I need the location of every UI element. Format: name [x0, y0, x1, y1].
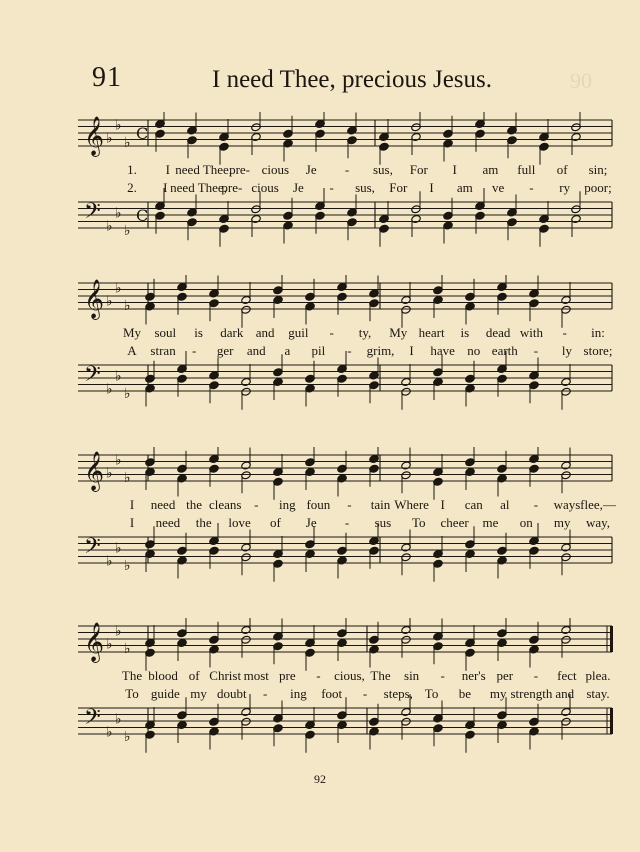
lyric-syllable: full: [517, 162, 536, 177]
lyric-syllable: am: [456, 180, 473, 195]
lyric-syllable: and: [255, 325, 275, 340]
lyric-syllable: -: [254, 497, 259, 512]
lyric-syllable: guide: [150, 686, 180, 701]
lyric-syllable: -: [344, 162, 350, 177]
music-system-2: [0, 275, 640, 445]
lyric-line-verse2: [0, 343, 640, 359]
bass-staff: [78, 694, 613, 753]
lyric-syllable: pre-: [221, 180, 243, 195]
lyric-syllable: need: [155, 515, 181, 530]
lyric-syllable: of: [188, 668, 200, 683]
flat-sign-icon: ♭: [106, 553, 113, 570]
flat-sign-icon: ♭: [115, 623, 122, 640]
lyric-syllable: I: [452, 162, 457, 177]
lyric-syllable: -: [440, 668, 445, 683]
lyric-syllable: have: [430, 343, 455, 358]
lyric-syllable: Christ: [209, 668, 242, 683]
flat-sign-icon: ♭: [115, 117, 122, 134]
flat-sign-icon: ♭: [115, 368, 122, 385]
hymn-number: 91: [92, 62, 122, 93]
lyric-syllable: -: [344, 515, 350, 530]
lyric-syllable: -: [533, 343, 539, 358]
flat-sign-icon: ♭: [115, 540, 122, 557]
lyric-syllable: cious,: [334, 668, 365, 683]
lyric-syllable: stran: [150, 343, 176, 358]
lyric-line-verse1: [0, 497, 640, 513]
lyric-syllable: foun: [306, 497, 331, 512]
lyric-syllable: heart: [418, 325, 445, 340]
treble-clef-icon: 𝄞: [84, 279, 105, 319]
lyric-syllable: foot: [321, 686, 343, 701]
lyric-syllable: flee,—: [580, 497, 616, 512]
music-system-4: [0, 618, 640, 788]
lyric-syllable: doubt: [217, 686, 247, 701]
lyric-syllable: -: [316, 668, 321, 683]
lyric-syllable: I: [409, 343, 414, 358]
flat-sign-icon: ♭: [124, 729, 131, 745]
flat-sign-icon: ♭: [106, 130, 113, 147]
lyric-syllable: To: [411, 515, 426, 530]
lyric-syllable: ry: [559, 180, 571, 195]
lyric-line-verse1: [0, 162, 640, 178]
lyric-syllable: -: [329, 180, 334, 195]
lyric-syllable: I: [440, 497, 445, 512]
lyric-syllable: The: [121, 668, 143, 683]
flat-sign-icon: ♭: [124, 558, 131, 574]
lyric-syllable: For: [389, 180, 408, 195]
lyric-syllable: To: [125, 686, 139, 701]
lyric-syllable: cheer: [440, 515, 469, 530]
lyric-syllable: fect: [557, 668, 577, 683]
lyric-syllable: cious: [251, 180, 279, 195]
lyric-syllable: -: [533, 668, 539, 683]
treble-clef-icon: 𝄞: [84, 622, 105, 662]
lyric-syllable: -: [347, 343, 352, 358]
lyric-syllable: 2.: [127, 180, 137, 195]
lyric-syllable: with: [519, 325, 543, 340]
flat-sign-icon: ♭: [106, 465, 113, 482]
flat-sign-icon: ♭: [115, 280, 122, 297]
lyric-syllable: ing: [279, 497, 296, 512]
lyric-syllable: al: [500, 497, 510, 512]
lyric-syllable: I: [165, 162, 171, 177]
page-number: 92: [314, 772, 326, 786]
lyric-syllable: the: [195, 515, 212, 530]
lyric-syllable: of: [556, 162, 568, 177]
bass-clef-icon: 𝄢: [84, 362, 101, 392]
lyric-syllable: store;: [583, 343, 613, 358]
lyric-syllable: ways: [553, 497, 581, 512]
lyric-syllable: on: [519, 515, 533, 530]
lyric-syllable: ner's: [461, 668, 486, 683]
bass-clef-icon: 𝄢: [84, 534, 101, 564]
lyric-line-verse2: [0, 686, 640, 702]
lyric-syllable: -: [529, 180, 534, 195]
lyric-syllable: a: [284, 343, 291, 358]
lyric-syllable: my: [553, 515, 571, 530]
bass-staff: [78, 188, 612, 247]
lyric-syllable: need: [150, 497, 176, 512]
flat-sign-icon: ♭: [115, 205, 122, 222]
lyric-syllable: love: [228, 515, 251, 530]
bass-staff: [78, 351, 612, 410]
treble-staff: [78, 447, 612, 500]
bass-clef-icon: 𝄢: [84, 199, 101, 229]
lyric-line-verse1: [0, 325, 640, 341]
lyric-syllable: For: [409, 162, 428, 177]
lyric-syllable: Je: [293, 180, 304, 195]
lyric-syllable: ty,: [358, 325, 372, 340]
flat-sign-icon: ♭: [124, 386, 131, 402]
music-system-1: [0, 112, 640, 282]
flat-sign-icon: ♭: [115, 452, 122, 469]
lyric-syllable: blood: [148, 668, 178, 683]
lyric-syllable: my: [489, 686, 507, 701]
treble-staff: [78, 275, 612, 328]
lyric-syllable: soul: [154, 325, 177, 340]
lyric-syllable: 1.: [127, 162, 137, 177]
lyric-syllable: stay.: [586, 686, 610, 701]
lyric-syllable: tain: [370, 497, 391, 512]
lyric-syllable: plea.: [585, 668, 611, 683]
lyric-syllable: Where: [394, 497, 429, 512]
lyric-syllable: I: [163, 180, 168, 195]
music-system-3: [0, 447, 640, 617]
lyric-syllable: and: [246, 343, 266, 358]
lyric-line-verse2: [0, 515, 640, 531]
hymn-title: I need Thee, precious Jesus.: [212, 66, 493, 93]
flat-sign-icon: ♭: [106, 636, 113, 653]
lyric-syllable: steps,: [383, 686, 413, 701]
flat-sign-icon: ♭: [106, 293, 113, 310]
lyric-syllable: A: [127, 343, 137, 358]
lyric-syllable: -: [562, 325, 567, 340]
treble-staff: [78, 618, 613, 671]
lyric-syllable: sin;: [588, 162, 608, 177]
flat-sign-icon: ♭: [124, 641, 131, 657]
lyric-syllable: sus,: [372, 162, 393, 177]
common-time-icon: C: [136, 206, 149, 225]
final-barline-thick: [610, 708, 613, 734]
lyric-syllable: ve: [492, 180, 505, 195]
lyric-line-verse1: [0, 668, 640, 684]
lyric-syllable: most: [243, 668, 269, 683]
lyric-syllable: me: [482, 515, 499, 530]
lyric-syllable: -: [362, 686, 368, 701]
lyric-syllable: per: [496, 668, 514, 683]
lyric-syllable: earth: [491, 343, 518, 358]
lyric-syllable: no: [467, 343, 481, 358]
lyric-syllable: sin: [404, 668, 420, 683]
treble-staff: [78, 112, 612, 165]
show-through-number: 90: [570, 68, 592, 93]
lyric-syllable: is: [460, 325, 470, 340]
lyric-syllable: ing: [290, 686, 307, 701]
lyric-syllable: -: [347, 497, 352, 512]
lyric-syllable: -: [191, 343, 197, 358]
lyric-syllable: poor;: [584, 180, 612, 195]
lyric-syllable: My: [389, 325, 408, 340]
lyric-syllable: -: [329, 325, 334, 340]
flat-sign-icon: ♭: [124, 298, 131, 314]
lyric-syllable: dead: [485, 325, 511, 340]
lyric-syllable: can: [464, 497, 483, 512]
lyric-syllable: Je: [305, 515, 317, 530]
lyric-syllable: ly: [561, 343, 572, 358]
lyric-syllable: is: [194, 325, 203, 340]
treble-clef-icon: 𝄞: [84, 451, 105, 491]
lyric-syllable: cleans: [208, 497, 242, 512]
lyric-syllable: am: [482, 162, 499, 177]
lyric-syllable: need Thee,: [170, 180, 227, 195]
flat-sign-icon: ♭: [106, 218, 113, 235]
lyric-syllable: pre: [279, 668, 296, 683]
lyric-syllable: My: [122, 325, 142, 340]
lyric-syllable: cious: [261, 162, 290, 177]
lyric-syllable: strength: [510, 686, 553, 701]
flat-sign-icon: ♭: [124, 470, 131, 486]
flat-sign-icon: ♭: [124, 135, 131, 151]
lyric-syllable: I: [129, 497, 135, 512]
lyric-syllable: of: [269, 515, 281, 530]
lyric-syllable: grim,: [366, 343, 395, 358]
lyric-syllable: sus,: [355, 180, 375, 195]
lyric-syllable: in:: [591, 325, 605, 340]
lyric-syllable: The: [370, 668, 391, 683]
lyric-syllable: pre-: [229, 162, 250, 177]
lyric-syllable: pil: [311, 343, 326, 358]
flat-sign-icon: ♭: [115, 711, 122, 728]
lyric-line-verse2: [0, 180, 640, 196]
lyric-syllable: and: [555, 686, 575, 701]
lyric-syllable: way,: [585, 515, 611, 530]
lyric-syllable: sus: [374, 515, 392, 530]
lyric-syllable: be: [458, 686, 471, 701]
bass-staff: [78, 523, 612, 582]
lyric-syllable: -: [533, 497, 539, 512]
treble-clef-icon: 𝄞: [84, 116, 105, 156]
lyric-syllable: guil: [288, 325, 309, 340]
lyric-syllable: my: [190, 686, 207, 701]
lyric-syllable: the: [186, 497, 203, 512]
lyric-syllable: -: [262, 686, 268, 701]
bass-clef-icon: 𝄢: [84, 705, 101, 735]
lyric-syllable: need Thee,: [175, 162, 233, 177]
flat-sign-icon: ♭: [106, 724, 113, 741]
lyric-syllable: Je: [305, 162, 317, 177]
lyric-syllable: ger: [216, 343, 234, 358]
flat-sign-icon: ♭: [106, 381, 113, 398]
lyric-syllable: dark: [220, 325, 244, 340]
lyric-syllable: To: [424, 686, 439, 701]
flat-sign-icon: ♭: [124, 223, 131, 239]
lyric-syllable: I: [129, 515, 135, 530]
lyric-syllable: I: [429, 180, 434, 195]
final-barline-thick: [610, 626, 613, 652]
common-time-icon: C: [136, 124, 149, 143]
